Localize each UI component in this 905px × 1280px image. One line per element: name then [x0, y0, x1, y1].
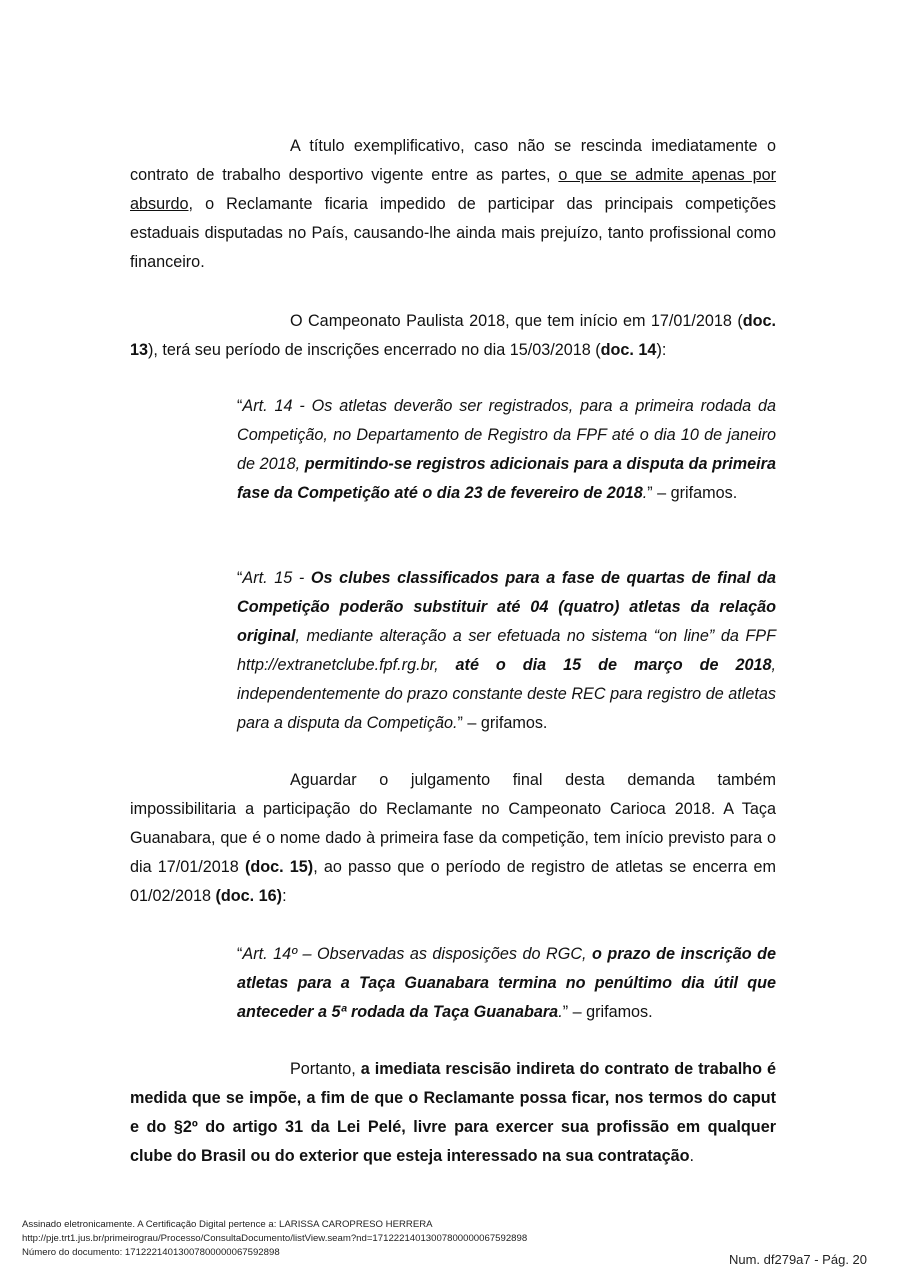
bold-reference: doc. 14 [600, 341, 657, 359]
italic-text: Art. 14º – Observadas as disposições do RGC, [242, 945, 593, 963]
bold-conclusion: a imediata rescisão indireta do contrato de trabalho é medida que se impõe, a fim de que o Reclamante possa ficar, nos termos do caput e do §2º do artigo 31 da Lei Pelé, livre para exercer sua profissão em qualquer clube do Brasil ou do exterior que esteja interessado na sua contratação [130, 1060, 776, 1165]
text: ” – grifamos. [647, 484, 738, 502]
text: , o Reclamante ficaria impedido de participar das principais competições estaduais disputadas no País, causando-lhe ainda mais prejuízo, tanto profissional como financeiro. [130, 195, 776, 271]
document-number: Número do documento: 17122214013007800000067592898 [22, 1247, 280, 1258]
paragraph-conclusion [130, 1055, 776, 1171]
paragraph-campeonato-paulista [130, 307, 776, 365]
text: Aguardar o julgamento final desta demanda também impossibilitaria a participação do Reclamante no Campeonato Carioca 2018. A Taça Guanabara, que é o nome dado à primeira fase da competição, tem início previsto para o dia 17/01/2018 [130, 771, 776, 876]
italic-text: Art. 15 - [242, 569, 311, 587]
italic-text: . [558, 1003, 563, 1021]
quote-art-14-rgc [237, 940, 776, 1027]
text: ): [656, 341, 667, 359]
italic-text: Art. 14 - Os atletas deverão ser registrados, para a primeira rodada da Competição, no Departamento de Registro da FPF até o dia 10 de janeiro de 2018, [237, 397, 776, 473]
text: , ao passo que o período de registro de atletas se encerra em 01/02/2018 [130, 858, 776, 905]
quote-art-14-fpf [237, 392, 776, 508]
italic-text: . [642, 484, 648, 502]
text: : [282, 887, 287, 905]
quote-mark: “ [237, 569, 243, 587]
italic-text: , mediante alteração a ser efetuada no sistema “on line” da FPF http://extranetclube.fpf.rg.br, [237, 627, 776, 674]
quote-mark: “ [237, 397, 243, 415]
text: ” – grifamos. [457, 714, 548, 732]
text: . [689, 1147, 695, 1165]
paragraph-exemplificativo [130, 132, 776, 277]
bold-italic-text: o prazo de inscrição de atletas para a Taça Guanabara termina no penúltimo dia útil que anteceder a 5ª rodada da Taça Guanabara [237, 945, 776, 1021]
page-number: Num. df279a7 - Pág. 20 [728, 1252, 867, 1267]
bold-reference: (doc. 15) [244, 858, 314, 876]
bold-reference: (doc. 16) [215, 887, 283, 905]
underlined-text: o que se admite apenas por absurdo [130, 166, 777, 213]
text: ” – grifamos. [562, 1003, 653, 1021]
paragraph-campeonato-carioca [130, 766, 776, 911]
quote-art-15-fpf [237, 564, 776, 738]
signature-footer [22, 1218, 527, 1260]
signature-line: Assinado eletronicamente. A Certificação Digital pertence a: LARISSA CAROPRESO HERRERA [22, 1219, 433, 1230]
bold-italic-text: até o dia 15 de março de 2018 [455, 656, 772, 674]
text: O Campeonato Paulista 2018, que tem início em 17/01/2018 ( [290, 312, 743, 330]
text: ), terá seu período de inscrições encerrado no dia 15/03/2018 ( [148, 341, 601, 359]
text: A título exemplificativo, caso não se rescinda imediatamente o contrato de trabalho desportivo vigente entre as partes, [130, 137, 776, 184]
bold-italic-text: permitindo-se registros adicionais para a disputa da primeira fase da Competição até o dia 23 de fevereiro de 2018 [237, 455, 776, 502]
quote-mark: “ [237, 945, 243, 963]
bold-italic-text: Os clubes classificados para a fase de quartas de final da Competição poderão substituir até 04 (quatro) atletas da relação original [237, 569, 776, 645]
document-url[interactable]: http://pje.trt1.jus.br/primeirograu/Processo/ConsultaDocumento/listView.seam?nd=17122214013007800000067592898 [22, 1233, 528, 1244]
bold-reference: doc. 13 [130, 312, 776, 359]
text: Portanto, [290, 1060, 361, 1078]
italic-text: , independentemente do prazo constante deste REC para registro de atletas para a disputa da Competição. [237, 656, 776, 732]
